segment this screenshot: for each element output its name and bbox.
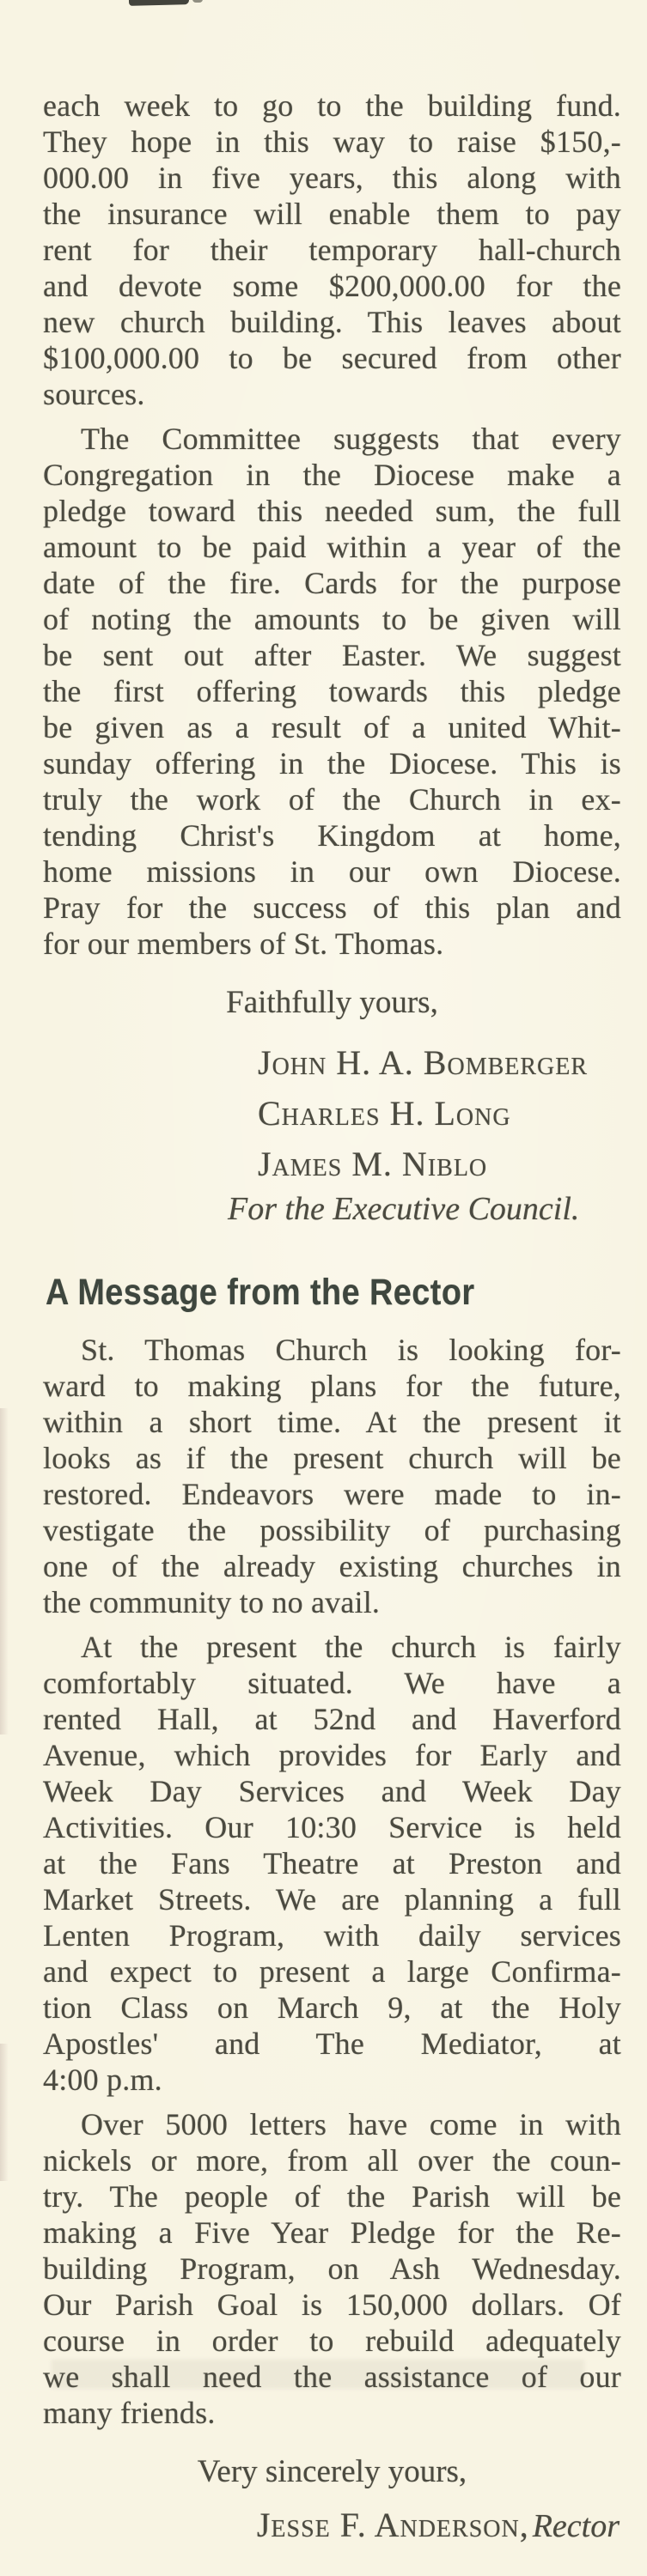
paragraph [43,421,621,962]
text-line: 000.00 in five years, this along with [43,161,621,195]
text-line: rented Hall, at 52nd and Haverford [43,1702,621,1736]
text-line: tion Class on March 9, at the Holy [43,1990,621,2025]
text-line: nickels or more, from all over the coun- [43,2143,621,2178]
text-line: amount to be paid within a year of the [43,530,621,564]
signatory-name: Charles H. Long [258,1094,511,1133]
text-line: the community to no avail. [43,1585,381,1619]
paragraph [43,1332,621,1620]
rector-signatory-title: Rector [532,2508,620,2544]
text-line: we shall need the assistance of our [43,2360,621,2394]
rector-message-section [43,1272,621,2546]
section-heading: A Message from the Rector [46,1272,475,1313]
text-line: making a Five Year Pledge for the Re- [43,2215,621,2250]
text-line: each week to go to the building fund. [43,88,621,123]
text-line: Our Parish Goal is 150,000 dollars. Of [43,2287,621,2322]
text-line: of noting the amounts to be given will [43,602,621,636]
text-line: ward to making plans for the future, [43,1369,621,1403]
text-line: comfortably situated. We have a [43,1666,621,1700]
text-line: Lenten Program, with daily services [43,1918,621,1953]
signatory-name: John H. A. Bomberger [258,1043,589,1082]
text-line: be sent out after Easter. We suggest [43,638,621,672]
text-line: many friends. [43,2396,216,2430]
text-line: try. The people of the Parish will be [43,2179,621,2214]
text-line: Avenue, which provides for Early and [43,1738,621,1772]
text-line: truly the work of the Church in ex- [43,782,621,817]
text-line: be given as a result of a united Whit- [43,710,621,744]
text-line: 4:00 p.m. [43,2063,162,2097]
text-line: Pray for the success of this plan and [43,890,621,925]
text-line: St. Thomas Church is looking for- [81,1333,621,1367]
letter-paragraphs [43,88,621,962]
text-line: looks as if the present church will be [43,1441,621,1475]
signature-block [258,1044,621,1183]
text-line: $100,000.00 to be secured from other [43,341,621,375]
text-line: They hope in this way to raise $150,- [43,125,621,159]
paragraph [43,1629,621,2098]
text-line: Congregation in the Diocese make a [43,458,621,492]
rector-signature [43,2506,621,2546]
signatory-name: James M. Niblo [258,1145,488,1183]
rector-paragraphs [43,1332,621,2431]
text-line: At the present the church is fairly [81,1630,621,1664]
text-line: tending Christ's Kingdom at home, [43,818,621,853]
text-line: vestigate the possibility of purchasing [43,1513,621,1547]
text-line: sources. [43,377,145,411]
text-line: and devote some $200,000.00 for the [43,269,621,303]
rector-signatory-name: Jesse F. Anderson, [256,2506,529,2544]
letter-closing-section [43,88,621,1229]
text-line: date of the fire. Cards for the purpose [43,566,621,600]
signature-role: For the Executive Council. [228,1191,580,1227]
text-line: the first offering towards this pledge [43,674,621,708]
text-line: within a short time. At the present it [43,1405,621,1439]
text-line: at the Fans Theatre at Preston and [43,1846,621,1880]
text-line: and expect to present a large Confirma- [43,1954,621,1989]
text-line: building Program, on Ash Wednesday. [43,2251,621,2286]
text-line: pledge toward this needed sum, the full [43,494,621,528]
rector-valediction: Very sincerely yours, [197,2454,467,2489]
text-line: Apostles' and The Mediator, at [43,2026,621,2061]
text-line: Week Day Services and Week Day [43,1774,621,1808]
text-line: Activities. Our 10:30 Service is held [43,1810,621,1844]
text-line: one of the already existing churches in [43,1549,621,1583]
text-line: Market Streets. We are planning a full [43,1882,621,1917]
text-line: home missions in our own Diocese. [43,854,621,889]
text-line: rent for their temporary hall-church [43,233,621,267]
text-line: sunday offering in the Diocese. This is [43,746,621,781]
text-line: for our members of St. Thomas. [43,927,444,961]
text-line: the insurance will enable them to pay [43,197,621,231]
letter-valediction: Faithfully yours, [226,985,438,1020]
text-line: new church building. This leaves about [43,305,621,339]
text-line: The Committee suggests that every [81,422,621,456]
paragraph [43,2106,621,2431]
text-line: restored. Endeavors were made to in- [43,1477,621,1511]
text-line: course in order to rebuild adequately [43,2324,621,2358]
text-line: Over 5000 letters have come in with [81,2107,621,2142]
paragraph [43,88,621,412]
